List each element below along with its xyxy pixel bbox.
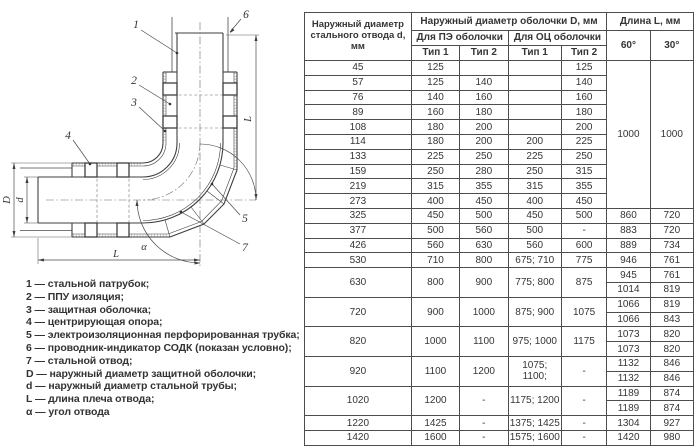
dimension-L-horizontal [38,238,200,264]
centering-support [85,223,97,237]
table-cell: 450 [508,208,561,223]
dim-label-L-vertical: L [243,116,254,122]
table-row [305,238,694,253]
table-cell: 500 [460,208,508,223]
table-row [305,430,694,445]
table-cell: 1100 [411,356,459,386]
table-cell: - [460,386,508,416]
spec-table-header [305,13,694,61]
table-cell: 450 [561,194,606,209]
table-cell: 1132 [607,356,650,371]
legend-item: 2 — ППУ изоляция; [26,290,124,303]
table-cell: - [460,430,508,445]
table-cell [508,75,561,90]
table-cell: 225 [411,149,459,164]
dim-label-d: d [15,197,26,203]
table-cell: 1132 [607,371,650,386]
centering-support [117,223,129,237]
table-cell: 874 [650,401,693,416]
table-cell: 500 [561,208,606,223]
table-cell: 1375; 1425 [509,417,560,429]
table-cell: 76 [305,90,412,105]
header-oc-shell: Для ОЦ оболочки [508,31,607,46]
table-cell: 89 [305,105,412,120]
table-cell: 315 [508,179,561,194]
table-cell: 250 [508,164,561,179]
table-cell: 160 [561,90,606,105]
table-cell: 160 [411,105,459,120]
callouts [65,9,249,254]
table-cell [460,61,508,76]
centering-support [163,116,177,128]
table-cell: 250 [561,149,606,164]
table-cell: 710 [411,253,459,268]
legend-item: 5 — электроизоляционная перфорированная трубка; [26,329,300,342]
table-cell: 450 [460,194,508,209]
table-cell: 180 [561,105,606,120]
table-row [305,61,694,76]
table-cell: 800 [460,253,508,268]
table-cell: 200 [460,134,508,149]
table-row [305,268,694,283]
header-steel-diameter: Наружный диаметр стального отвода d, мм [305,13,412,61]
header-pe-type2: Тип 2 [460,46,508,61]
table-row [305,297,694,312]
table-cell: 800 [411,268,459,298]
table-cell: 200 [561,120,606,135]
table-cell: 945 [607,268,650,283]
table-cell: 1000 [460,297,508,327]
table-cell: 920 [305,356,412,386]
spec-table-body [305,61,694,446]
table-cell: 1200 [460,356,508,386]
table-cell: 1014 [607,282,650,297]
table-cell: 1175; 1200 [508,386,561,416]
table-cell: 1000 [650,61,693,209]
legend-item: 1 — стальной патрубок; [26,278,150,290]
table-cell: 560 [460,223,508,238]
table-cell: 315 [411,179,459,194]
legend-item: D — наружный диаметр защитной оболочки; [26,367,257,380]
callout-4: 4 [65,130,71,142]
table-cell: 1425 [411,416,459,431]
table-cell: 1000 [411,327,459,357]
header-shell-diameter-group: Наружный диаметр оболочки D, мм [411,13,606,31]
table-cell: 560 [508,238,561,253]
centering-support [223,83,237,95]
centering-support [223,116,237,128]
table-cell: 57 [305,75,412,90]
table-cell: 1189 [607,401,650,416]
table-row [305,208,694,223]
table-cell: 160 [460,90,508,105]
table-cell: 1066 [607,297,650,312]
table-cell: - [561,356,606,386]
centering-support [85,163,97,177]
table-cell: 1000 [607,61,650,209]
elbow-bend [143,143,237,237]
table-cell: 180 [411,120,459,135]
table-cell: 500 [508,223,561,238]
table-cell: 900 [460,268,508,298]
dim-label-L-horizontal: L [113,249,119,260]
table-cell: 761 [650,253,693,268]
table-cell: 927 [650,416,693,431]
table-cell: 114 [305,134,412,149]
table-cell: 1073 [607,327,650,342]
table-cell: 180 [460,105,508,120]
table-cell: 1420 [607,430,650,445]
table-cell: 45 [305,61,412,76]
table-cell: 600 [561,238,606,253]
centering-support [117,163,129,177]
header-oc-type1: Тип 1 [508,46,561,61]
callout-3: 3 [131,97,137,109]
dimension-angle [136,200,201,265]
spec-table [304,12,694,446]
table-cell: 875 [561,268,606,298]
table-cell: 125 [411,61,459,76]
callout-1: 1 [133,19,139,31]
table-cell [508,120,561,135]
table-cell: 315 [561,164,606,179]
table-cell: 846 [650,371,693,386]
table-cell: 889 [607,238,650,253]
table-cell: - [460,416,508,431]
table-cell: 980 [650,430,693,445]
table-cell: 200 [508,134,561,149]
callout-2: 2 [131,75,137,87]
table-cell: 355 [561,179,606,194]
table-cell: 159 [305,164,412,179]
table-cell: 819 [650,297,693,312]
table-cell: 720 [650,223,693,238]
table-cell: 975; 1000 [508,327,561,357]
header-pe-shell: Для ПЭ оболочки [411,31,508,46]
table-row [305,356,694,371]
table-cell: 1189 [607,386,650,401]
table-cell: 273 [305,194,412,209]
table-cell: 875; 900 [508,297,561,327]
table-cell: - [561,416,606,431]
elbow-technical-drawing [0,0,300,272]
header-oc-type2: Тип 2 [561,46,606,61]
legend-item: L — длина плеча отвода; [26,393,155,406]
table-cell: 761 [650,268,693,283]
table-cell: 426 [305,238,412,253]
table-cell: 1600 [411,430,459,445]
table-cell: 630 [305,268,412,298]
callout-6: 6 [243,9,249,21]
table-cell: 225 [561,134,606,149]
table-row [305,386,694,401]
table-cell: 530 [305,253,412,268]
table-cell: 1066 [607,312,650,327]
table-cell: 125 [411,75,459,90]
table-cell: 874 [650,386,693,401]
table-cell: 820 [650,342,693,357]
table-cell: 819 [650,282,693,297]
table-cell: 1100 [460,327,508,357]
callout-5: 5 [242,213,248,225]
legend-item: 3 — защитная оболочка; [26,303,151,316]
table-cell: 734 [650,238,693,253]
table-cell: 1220 [305,416,412,431]
dim-label-D: D [2,196,13,204]
table-cell: 250 [460,149,508,164]
table-row [305,416,694,431]
table-cell: 1073 [607,342,650,357]
table-cell: 140 [561,75,606,90]
table-cell: - [561,386,606,416]
table-cell [508,61,561,76]
table-cell: 883 [607,223,650,238]
table-cell: 860 [607,208,650,223]
header-length-group: Длина L, мм [607,13,694,31]
table-cell: 500 [411,223,459,238]
dim-label-alpha: α [141,242,147,253]
table-cell: 180 [411,134,459,149]
centerlines [46,22,256,268]
table-cell: 280 [460,164,508,179]
table-cell: 900 [411,297,459,327]
table-cell: - [561,430,606,445]
table-cell: 200 [460,120,508,135]
legend-item: α — угол отвода [26,405,110,418]
table-cell: 846 [650,356,693,371]
table-cell: 560 [411,238,459,253]
table-cell: 250 [411,164,459,179]
dimension-d [15,177,38,223]
legend-item: 6 — проводник-индикатор СОДК (показан условно); [26,341,292,354]
table-cell: 325 [305,208,412,223]
table-cell: - [561,223,606,238]
table-row [305,253,694,268]
table-cell: 450 [411,208,459,223]
table-row [305,327,694,342]
table-cell: 225 [508,149,561,164]
callout-7: 7 [242,242,248,254]
table-cell: 133 [305,149,412,164]
table-cell: 108 [305,120,412,135]
table-cell: 675; 710 [508,253,561,268]
table-cell: 775; 800 [508,268,561,298]
legend-item: 4 — центрирующая опора; [26,316,163,329]
table-cell: 355 [460,179,508,194]
table-cell: 820 [650,327,693,342]
table-cell: 820 [305,327,412,357]
table-cell: 775 [561,253,606,268]
table-row [305,223,694,238]
table-cell: 140 [460,75,508,90]
header-angle-60: 60° [607,31,650,61]
table-cell: 125 [561,61,606,76]
header-angle-30: 30° [650,31,693,61]
table-cell: 843 [650,312,693,327]
table-cell [508,105,561,120]
table-cell: 1575; 1600 [509,432,560,444]
table-cell: 1200 [411,386,459,416]
table-cell: 946 [607,253,650,268]
table-cell: 1075; 1100; [508,356,561,386]
table-cell: 400 [508,194,561,209]
table-cell: 400 [411,194,459,209]
table-cell: 720 [305,297,412,327]
table-cell: 1175 [561,327,606,357]
header-pe-type1: Тип 1 [411,46,459,61]
centering-support [163,83,177,95]
table-cell: 630 [460,238,508,253]
table-cell: 1075 [561,297,606,327]
table-cell [508,90,561,105]
table-cell: 1420 [305,430,412,445]
table-cell: 377 [305,223,412,238]
table-cell: 140 [411,90,459,105]
legend-item: d — наружный диаметр стальной трубы; [26,380,237,393]
legend [26,278,298,419]
table-cell: 720 [650,208,693,223]
table-cell: 1304 [607,416,650,431]
legend-item: 7 — стальной отвод; [26,354,133,367]
table-cell: 1020 [305,386,412,416]
table-cell: 219 [305,179,412,194]
